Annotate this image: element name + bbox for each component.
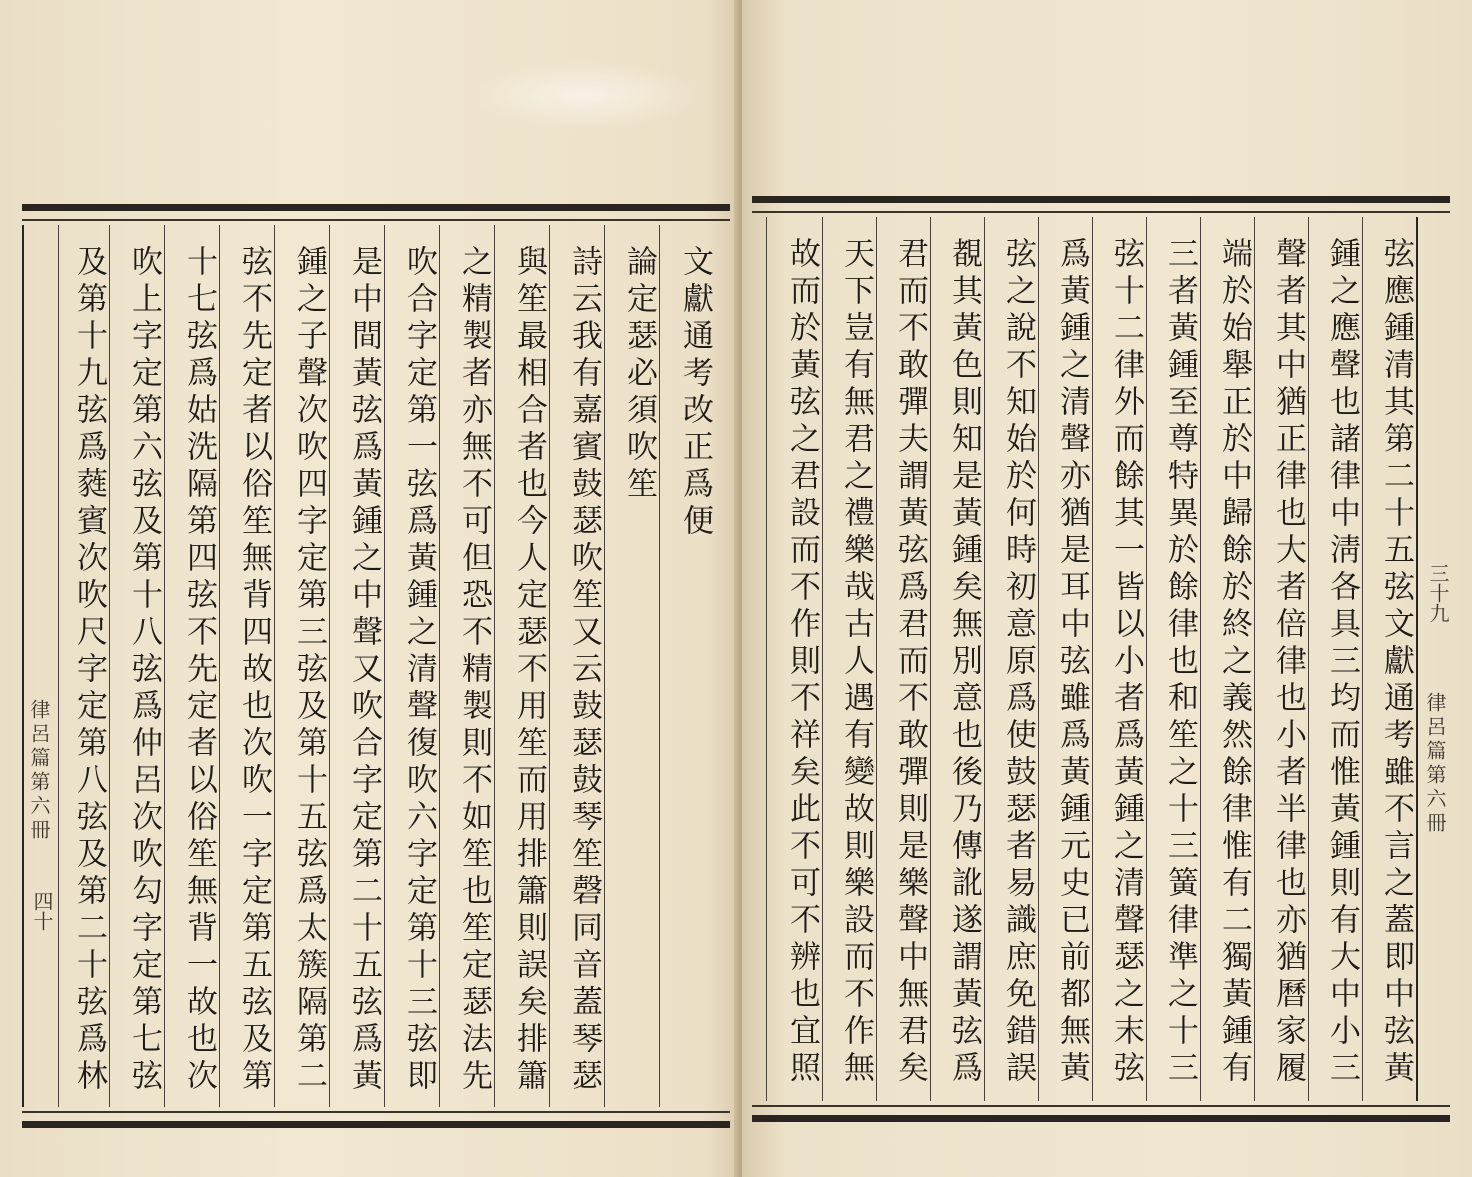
- text-column: 吹上字定第六弦及第十八弦爲仲呂次吹勾字定第七弦: [109, 225, 164, 1107]
- text-column: 弦應鍾清其第二十五弦文獻通考雖不言之蓋即中弦黃: [1362, 217, 1416, 1101]
- text-column: 天下豈有無君之禮樂哉古人遇有變故則樂設而不作無: [822, 217, 876, 1101]
- frame-rule: [752, 1105, 1450, 1107]
- text-column: 君而不敢彈夫謂黃弦爲君而不敢彈則是樂聲中無君矣: [876, 217, 930, 1101]
- text-column: 十七弦爲姑洗隔第四弦不先定者以俗笙無背一故也次: [164, 225, 219, 1107]
- margin-label: 律呂篇第六冊: [1416, 217, 1450, 1101]
- text-column: 弦之說不知始於何時初意原爲使鼓瑟者易識庶免錯誤: [984, 217, 1038, 1101]
- paper-stain: [470, 60, 700, 130]
- text-column: 論定瑟必須吹笙: [604, 225, 659, 1107]
- text-column: 鍾之子聲次吹四字定第三弦及第十五弦爲太簇隔第二: [274, 225, 329, 1107]
- text-column: 聲者其中猶正律也大者倍律也小者半律也亦猶曆家履: [1254, 217, 1308, 1101]
- text-column: 三者黃鍾至尊特異於餘律也和笙之十三簧律準之十三: [1146, 217, 1200, 1101]
- folio-number: 四十: [30, 891, 54, 931]
- text-column: 之精製者亦無不可但恐不精製則不如笙也笙定瑟法先: [439, 225, 494, 1107]
- text-column: 故而於黃弦之君設而不作則不祥矣此不可不辨也宜照: [766, 217, 822, 1101]
- text-column: 與笙最相合者也今人定瑟不用笙而用排簫則誤矣排簫: [494, 225, 549, 1107]
- text-column: 覩其黃色則知是黃鍾矣無別意也後乃傳訛遂謂黃弦爲: [930, 217, 984, 1101]
- frame-rule: [22, 1111, 730, 1113]
- frame-rule: [752, 211, 1450, 213]
- text-column: 端於始舉正於中歸餘於終之義然餘律惟有二獨黃鍾有: [1200, 217, 1254, 1101]
- right-text-frame: [752, 196, 1450, 1122]
- text-column: 文獻通考改正爲便: [659, 225, 715, 1107]
- text-column: 弦不先定者以俗笙無背四故也次吹一字定第五弦及第: [219, 225, 274, 1107]
- frame-rule: [22, 219, 730, 221]
- text-column: 吹合字定第一弦爲黃鍾之清聲復吹六字定第十三弦即: [384, 225, 439, 1107]
- folio-number: 三十九: [1426, 563, 1450, 623]
- text-column: 及第十九弦爲蕤賓次吹尺字定第八弦及第二十弦爲林: [58, 225, 109, 1107]
- text-column: 是中間黃弦爲黃鍾之中聲又吹合字定第二十五弦爲黃: [329, 225, 384, 1107]
- text-column: 爲黃鍾之清聲亦猶是耳中弦雖爲黃鍾元史已前都無黃: [1038, 217, 1092, 1101]
- right-page: [742, 0, 1472, 1177]
- margin-label: 律呂篇第六冊: [22, 225, 54, 1107]
- left-text-frame: [22, 204, 730, 1128]
- text-column: 詩云我有嘉賓鼓瑟吹笙又云鼓瑟鼓琴笙磬同音蓋琴瑟: [549, 225, 604, 1107]
- text-column: 弦十二律外而餘其一皆以小者爲黃鍾之清聲瑟之末弦: [1092, 217, 1146, 1101]
- text-column: 鍾之應聲也諸律中淸各具三均而惟黃鍾則有大中小三: [1308, 217, 1362, 1101]
